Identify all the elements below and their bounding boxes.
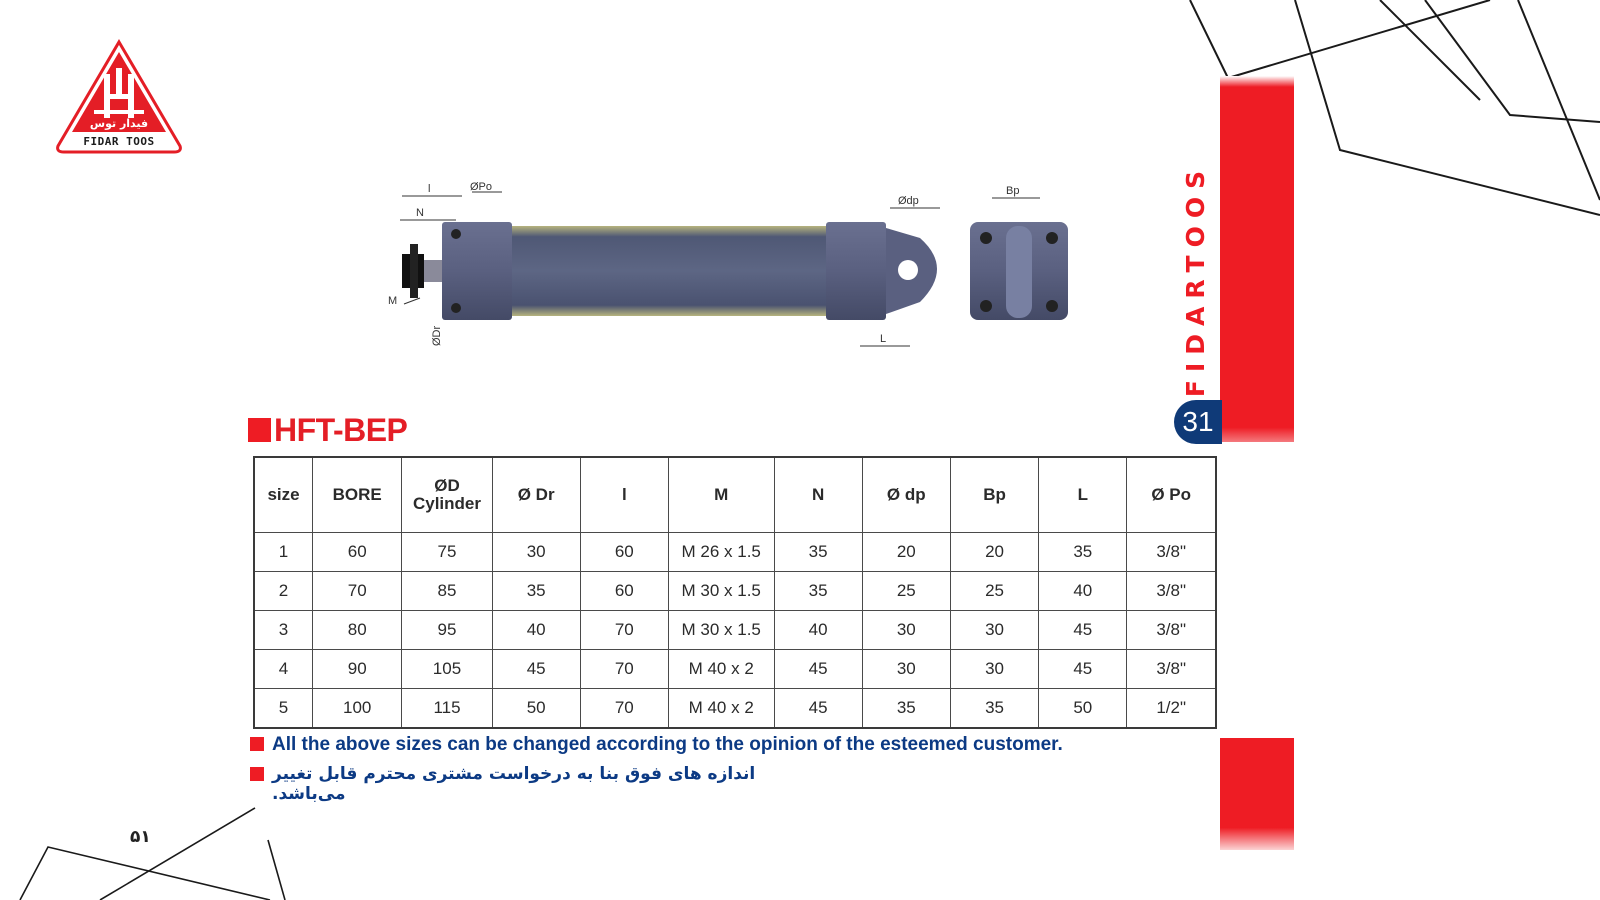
header-label: N (811, 485, 825, 504)
table-cell: 3/8" (1127, 572, 1216, 611)
cylinder-technical-drawing (380, 178, 1080, 358)
table-header-cell (313, 457, 402, 533)
header-label: l (621, 485, 627, 504)
dim-label-dp: Ødp (898, 195, 919, 207)
table-cell: M 40 x 2 (668, 689, 774, 729)
table-row (254, 650, 1216, 689)
table-cell: 60 (580, 533, 668, 572)
note-marker-fa (250, 767, 264, 781)
table-header-row (254, 457, 1216, 533)
table-cell: 45 (1039, 611, 1127, 650)
table-cell: 70 (580, 650, 668, 689)
table-cell: 35 (862, 689, 950, 729)
table-cell: 30 (862, 611, 950, 650)
brand-vertical-text: FIDARTOOS (1181, 162, 1210, 398)
dim-label-l-bottom: L (880, 333, 887, 345)
table-cell: 35 (1039, 533, 1127, 572)
dim-label-dr: ØDr (431, 325, 443, 346)
table-header-cell (492, 457, 580, 533)
table-cell: 45 (1039, 650, 1127, 689)
logo-text-english: FIDAR TOOS (83, 135, 155, 148)
table-cell: 50 (492, 689, 580, 729)
table-row (254, 689, 1216, 729)
table-cell: 35 (950, 689, 1038, 729)
header-label: Bp (983, 485, 1006, 504)
table-cell: 30 (950, 611, 1038, 650)
table-cell: 5 (254, 689, 313, 729)
company-logo (54, 38, 184, 154)
table-cell: 60 (313, 533, 402, 572)
dim-label-bp: Bp (1006, 185, 1020, 197)
table-cell: 35 (774, 533, 862, 572)
table-cell: 40 (774, 611, 862, 650)
table-header-cell (862, 457, 950, 533)
table-cell: M 30 x 1.5 (668, 572, 774, 611)
note-persian: اندازه های فوق بنا به درخواست مشتری محترم قابل تغییر می‌باشد. (272, 764, 756, 804)
header-label: L (1077, 485, 1088, 504)
table-cell: 85 (402, 572, 492, 611)
table-cell: 2 (254, 572, 313, 611)
table-cell: 35 (492, 572, 580, 611)
table-cell: 20 (862, 533, 950, 572)
table-cell: 3 (254, 611, 313, 650)
table-cell: 60 (580, 572, 668, 611)
table-cell: M 30 x 1.5 (668, 611, 774, 650)
table-cell: 90 (313, 650, 402, 689)
table-cell: 75 (402, 533, 492, 572)
table-cell: 95 (402, 611, 492, 650)
table-cell: 80 (313, 611, 402, 650)
cylinder-tube (512, 226, 826, 316)
page-number-persian: ۵۱ (130, 827, 151, 847)
table-cell: 40 (1039, 572, 1127, 611)
table-header-cell (950, 457, 1038, 533)
header-sublabel: Cylinder (412, 494, 481, 513)
logo-text-persian: فیدار توس (89, 117, 149, 130)
header-label: Ø Po (1151, 485, 1192, 504)
table-cell: 45 (492, 650, 580, 689)
dim-label-n: N (416, 207, 424, 219)
table-body (254, 533, 1216, 729)
product-title: HFT-BEP (274, 412, 408, 448)
header-label: BORE (332, 485, 382, 504)
table-header-cell (1127, 457, 1216, 533)
note-marker-en (250, 737, 264, 751)
table-cell: 30 (492, 533, 580, 572)
red-side-tab-top (1220, 76, 1294, 442)
header-label: size (267, 485, 300, 504)
header-label: M (714, 485, 729, 504)
table-cell: M 26 x 1.5 (668, 533, 774, 572)
table-cell: 30 (950, 650, 1038, 689)
table-cell: 100 (313, 689, 402, 729)
dim-label-m: M (388, 295, 398, 307)
header-label: Ø dp (886, 485, 926, 504)
table-cell: 35 (774, 572, 862, 611)
decorative-lines-bottom-left (0, 800, 300, 900)
table-row (254, 533, 1216, 572)
header-label: Ø Dr (517, 485, 555, 504)
dim-label-l-top: l (428, 183, 431, 195)
table-row (254, 572, 1216, 611)
table-cell: 45 (774, 650, 862, 689)
table-header-cell (668, 457, 774, 533)
dim-label-po: ØPo (470, 181, 493, 193)
specification-table (253, 456, 1217, 729)
table-cell: 3/8" (1127, 650, 1216, 689)
table-cell: 105 (402, 650, 492, 689)
table-header-cell (254, 457, 313, 533)
table-header-cell (580, 457, 668, 533)
table-row (254, 611, 1216, 650)
table-cell: 25 (950, 572, 1038, 611)
table-header-cell (1039, 457, 1127, 533)
rear-cap (826, 222, 886, 320)
catalog-page-number: 31 (1174, 400, 1222, 444)
note-english: All the above sizes can be changed according to the opinion of the esteemed customer. (272, 734, 1063, 755)
table-header-cell (402, 457, 492, 533)
table-cell: 3/8" (1127, 611, 1216, 650)
table-cell: 3/8" (1127, 533, 1216, 572)
red-side-tab-bottom (1220, 738, 1294, 850)
table-cell: M 40 x 2 (668, 650, 774, 689)
table-cell: 1/2" (1127, 689, 1216, 729)
table-cell: 1 (254, 533, 313, 572)
table-cell: 70 (313, 572, 402, 611)
table-cell: 70 (580, 689, 668, 729)
table-cell: 70 (580, 611, 668, 650)
table-cell: 25 (862, 572, 950, 611)
table-header-cell (774, 457, 862, 533)
table-cell: 40 (492, 611, 580, 650)
table-cell: 115 (402, 689, 492, 729)
header-label: ØD (434, 476, 460, 495)
table-cell: 50 (1039, 689, 1127, 729)
table-cell: 4 (254, 650, 313, 689)
table-cell: 20 (950, 533, 1038, 572)
table-cell: 30 (862, 650, 950, 689)
title-marker (248, 418, 271, 442)
table-cell: 45 (774, 689, 862, 729)
